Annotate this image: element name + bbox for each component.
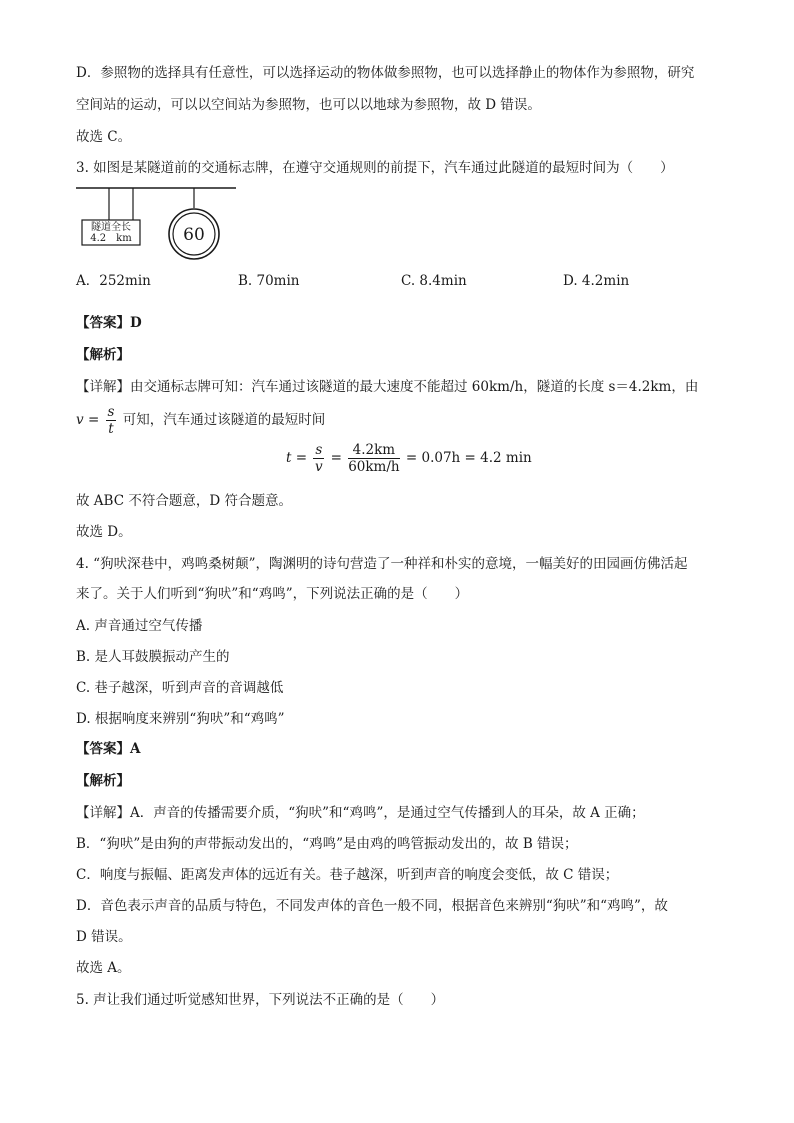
tunnel-sign-label: 隧道全长 [91, 222, 131, 233]
formula-speed [76, 404, 325, 437]
traffic-sign-figure [76, 184, 246, 264]
detail-line: C．响度与振幅、距离发声体的远近有关。巷子越深，听到声音的响度会变低，故 C 错误； [76, 867, 619, 883]
fraction-denominator: 60km/h [348, 459, 400, 475]
formula-var: v [76, 412, 84, 428]
option-4b: B. 是人耳鼓膜振动产生的 [76, 649, 230, 665]
fraction-numerator: s [107, 404, 115, 420]
formula-text: 可知，汽车通过该隧道的最短时间 [122, 412, 326, 428]
text-line: D．参照物的选择具有任意性，可以选择运动的物体做参照物，也可以选择静止的物体作为参照物，研究 [76, 65, 695, 81]
detail-line: 【详解】A．声音的传播需要介质，“狗吠”和“鸡鸣”，是通过空气传播到人的耳朵，故 A 正确； [76, 805, 645, 821]
detail-line: 【详解】由交通标志牌可知：汽车通过该隧道的最大速度不能超过 60km/h，隧道的长度 s＝4.2km，由 [76, 379, 699, 395]
fraction-numerator: 4.2km [348, 442, 399, 459]
option-d: D. 4.2min [563, 273, 630, 289]
formula-eq: = [87, 412, 100, 428]
analysis-heading: 【解析】 [76, 347, 130, 363]
option-4a: A. 声音通过空气传播 [76, 618, 203, 634]
formula-time [286, 442, 532, 475]
question-4-cont: 来了。关于人们听到“狗吠”和“鸡鸣”，下列说法正确的是（ ） [76, 586, 469, 602]
detail-line: B．“狗吠”是由狗的声带振动发出的，“鸡鸣”是由鸡的鸣管振动发出的，故 B 错误； [76, 836, 578, 852]
detail-line: D．音色表示声音的品质与特色，不同发声体的音色一般不同，根据音色来辨别“狗吠”和“鸡鸣”，故 [76, 898, 668, 914]
option-4d: D. 根据响度来辨别“狗吠”和“鸡鸣” [76, 711, 285, 727]
text-line: 故选 D。 [76, 524, 132, 540]
question-4: 4. “狗吠深巷中，鸡鸣桑树颠”，陶渊明的诗句营造了一种祥和朴实的意境，一幅美好的田园画仿佛活起 [76, 556, 688, 572]
text-line: 故选 A。 [76, 960, 131, 976]
formula-eq: = [295, 450, 308, 466]
option-b: B. 70min [238, 273, 300, 289]
formula-fraction [313, 442, 324, 475]
answer-heading: 【答案】D [76, 315, 142, 331]
text-line: 故 ABC 不符合题意，D 符合题意。 [76, 493, 292, 509]
fraction-numerator: s [315, 442, 323, 458]
tunnel-sign-length: 4.2 km [90, 233, 132, 244]
text-line: 空间站的运动，可以以空间站为参照物，也可以以地球为参照物，故 D 错误。 [76, 97, 541, 113]
fraction-denominator: v [314, 459, 323, 475]
question-5: 5. 声让我们通过听觉感知世界，下列说法不正确的是（ ） [76, 992, 445, 1008]
analysis-heading: 【解析】 [76, 773, 130, 789]
option-c: C. 8.4min [401, 273, 467, 289]
formula-eq: = [330, 450, 342, 466]
formula-result: = 0.07h = 4.2 min [405, 450, 532, 466]
text-line: 故选 C。 [76, 129, 132, 145]
formula-var: t [286, 450, 292, 466]
option-a: A．252min [76, 273, 151, 289]
answer-heading: 【答案】A [76, 741, 141, 757]
formula-fraction [106, 404, 117, 437]
question-3: 3. 如图是某隧道前的交通标志牌，在遵守交通规则的前提下，汽车通过此隧道的最短时间为（ ） [76, 160, 674, 176]
detail-line: D 错误。 [76, 929, 132, 945]
option-4c: C. 巷子越深，听到声音的音调越低 [76, 680, 284, 696]
formula-fraction [348, 442, 399, 475]
fraction-denominator: t [108, 421, 114, 437]
speed-limit-value: 60 [183, 225, 205, 245]
